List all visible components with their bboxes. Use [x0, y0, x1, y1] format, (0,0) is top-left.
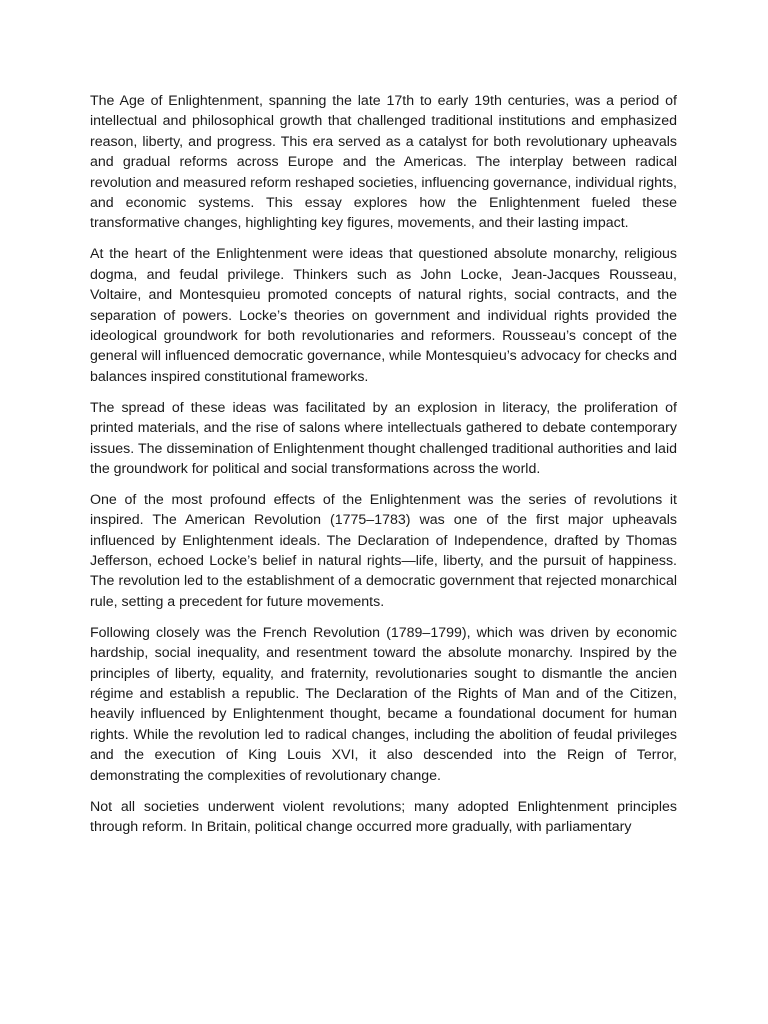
paragraph-reform: Not all societies underwent violent revolutions; many adopted Enlightenment principles through reform. In Britain, political change occurred more gradually, with parliamentary: [90, 798, 677, 835]
paragraph-introduction: The Age of Enlightenment, spanning the late 17th to early 19th centuries, was a period of intellectual and philosophical growth that challenged traditional institutions and emphasized reason, liberty, and progress. This era served as a catalyst for both revolutionary upheavals and gradual reforms across Europe and the Americas. The interplay between radical revolution and measured reform reshaped societies, influencing governance, individual rights, and economic systems. This essay explores how the Enlightenment fueled these transformative changes, highlighting key figures, movements, and their lasting impact.: [90, 93, 677, 232]
paragraph-american-revolution: One of the most profound effects of the Enlightenment was the series of revolutions it inspired. The American Revolution (1775–1783) was one of the first major upheavals influenced by Enlightenment ideals. The Declaration of Independence, drafted by Thomas Jefferson, echoed Locke’s belief in natural rights—life, liberty, and the pursuit of happiness. The revolution led to the establishment of a democratic government that rejected monarchical rule, setting a precedent for future movements.: [90, 491, 677, 610]
paragraph-enlightenment-ideas: At the heart of the Enlightenment were ideas that questioned absolute monarchy, religious dogma, and feudal privilege. Thinkers such as John Locke, Jean-Jacques Rousseau, Voltaire, and Montesquieu promoted concepts of natural rights, social contracts, and the separation of powers. Locke’s theories on government and individual rights provided the ideological groundwork for both revolutionaries and reformers. Rousseau’s concept of the general will influenced democratic governance, while Montesquieu’s advocacy for checks and balances inspired constitutional frameworks.: [90, 246, 677, 385]
document-body: [90, 91, 677, 848]
paragraph-french-revolution: Following closely was the French Revolution (1789–1799), which was driven by economic hardship, social inequality, and resentment toward the absolute monarchy. Inspired by the principles of liberty, equality, and fraternity, revolutionaries sought to dismantle the ancien régime and establish a republic. The Declaration of the Rights of Man and of the Citizen, heavily influenced by Enlightenment thought, became a foundational document for human rights. While the revolution led to radical changes, including the abolition of feudal privileges and the execution of King Louis XVI, it also descended into the Reign of Terror, demonstrating the complexities of revolutionary change.: [90, 624, 677, 784]
paragraph-spread-of-ideas: The spread of these ideas was facilitated by an explosion in literacy, the proliferation of printed materials, and the rise of salons where intellectuals gathered to debate contemporary issues. The dissemination of Enlightenment thought challenged traditional authorities and laid the groundwork for political and social transformations across the world.: [90, 399, 677, 477]
